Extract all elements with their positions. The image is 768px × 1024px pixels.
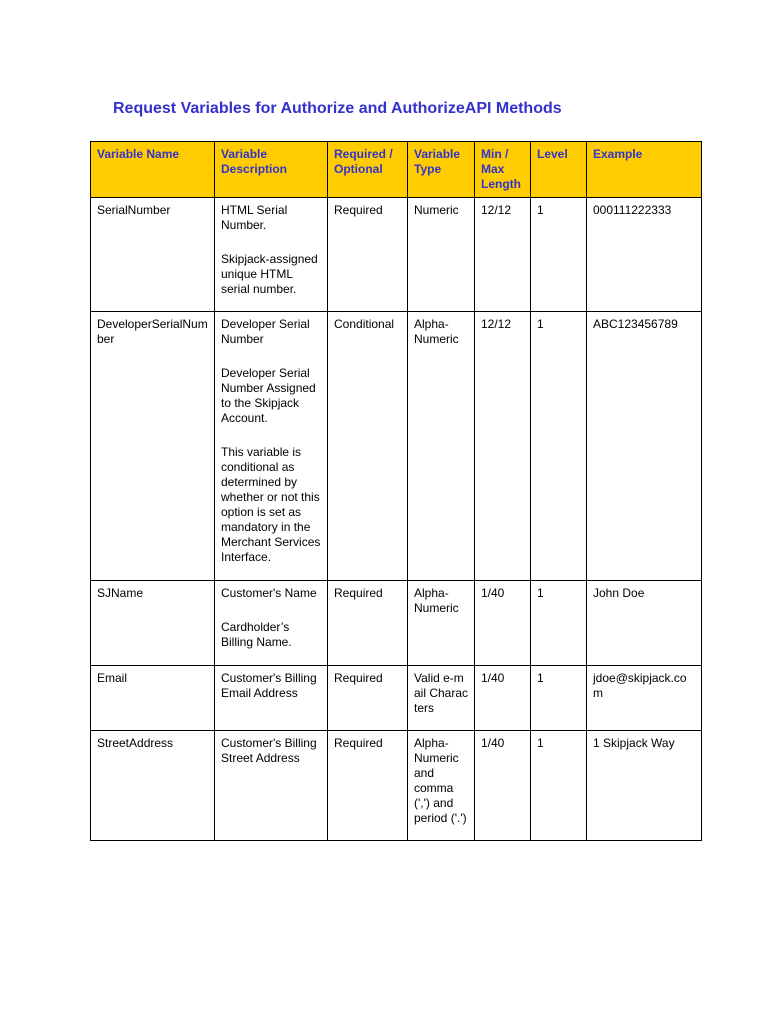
min-max-length-cell: 1/40 (475, 731, 531, 841)
table-row (91, 581, 702, 666)
level-cell: 1 (531, 312, 587, 581)
column-header-level: Level (531, 142, 587, 198)
required-optional-cell: Required (328, 731, 408, 841)
description-paragraph: Developer Serial Number (221, 317, 310, 346)
variable-name-cell: StreetAddress (91, 731, 215, 841)
required-optional-cell: Required (328, 198, 408, 312)
column-header-variable-name: Variable Name (91, 142, 215, 198)
variable-description-cell (215, 581, 328, 666)
variable-name-cell: DeveloperSerialNumber (91, 312, 215, 581)
example-cell: 1 Skipjack Way (587, 731, 702, 841)
min-max-length-cell: 12/12 (475, 312, 531, 581)
variable-description-cell (215, 312, 328, 581)
example-cell: ABC123456789 (587, 312, 702, 581)
column-header-variable-description: Variable Description (215, 142, 328, 198)
variable-type-cell: Numeric (408, 198, 475, 312)
level-cell: 1 (531, 198, 587, 312)
variable-type-cell: Alpha-Numeric (408, 581, 475, 666)
column-header-variable-type: Variable Type (408, 142, 475, 198)
table-row (91, 731, 702, 841)
variable-name-cell: SJName (91, 581, 215, 666)
variable-name-cell: SerialNumber (91, 198, 215, 312)
level-cell: 1 (531, 731, 587, 841)
required-optional-cell: Required (328, 666, 408, 731)
example-cell: 000111222333 (587, 198, 702, 312)
description-paragraph: Customer's Billing Email Address (221, 671, 317, 700)
description-paragraph: Skipjack-assigned unique HTML serial number. (221, 252, 318, 296)
variable-type-cell: Alpha-Numeric and comma (',') and period ('.') (408, 731, 475, 841)
table-row (91, 666, 702, 731)
min-max-length-cell: 1/40 (475, 666, 531, 731)
column-header-required-optional: Required / Optional (328, 142, 408, 198)
required-optional-cell: Required (328, 581, 408, 666)
variable-description-cell (215, 731, 328, 841)
variable-description-cell (215, 666, 328, 731)
header-row (91, 142, 702, 198)
column-header-example: Example (587, 142, 702, 198)
required-optional-cell: Conditional (328, 312, 408, 581)
variable-type-cell: Valid e-mail Characters (408, 666, 475, 731)
column-header-min-max-length: Min / Max Length (475, 142, 531, 198)
request-variables-table (90, 141, 702, 841)
example-cell: John Doe (587, 581, 702, 666)
description-paragraph: Customer's Name (221, 586, 317, 600)
description-paragraph: Customer's Billing Street Address (221, 736, 317, 765)
variable-description-cell (215, 198, 328, 312)
description-paragraph: Developer Serial Number Assigned to the Skipjack Account. (221, 366, 316, 425)
page-title: Request Variables for Authorize and AuthorizeAPI Methods (113, 100, 562, 117)
table-row (91, 312, 702, 581)
min-max-length-cell: 1/40 (475, 581, 531, 666)
description-paragraph: Cardholder’s Billing Name. (221, 620, 292, 649)
example-cell: jdoe@skipjack.com (587, 666, 702, 731)
description-paragraph: HTML Serial Number. (221, 203, 288, 232)
variable-type-cell: Alpha-Numeric (408, 312, 475, 581)
table-row (91, 198, 702, 312)
level-cell: 1 (531, 581, 587, 666)
min-max-length-cell: 12/12 (475, 198, 531, 312)
level-cell: 1 (531, 666, 587, 731)
variable-name-cell: Email (91, 666, 215, 731)
description-paragraph: This variable is conditional as determined by whether or not this option is set as mandatory in the Merchant Services Interface. (221, 445, 321, 564)
